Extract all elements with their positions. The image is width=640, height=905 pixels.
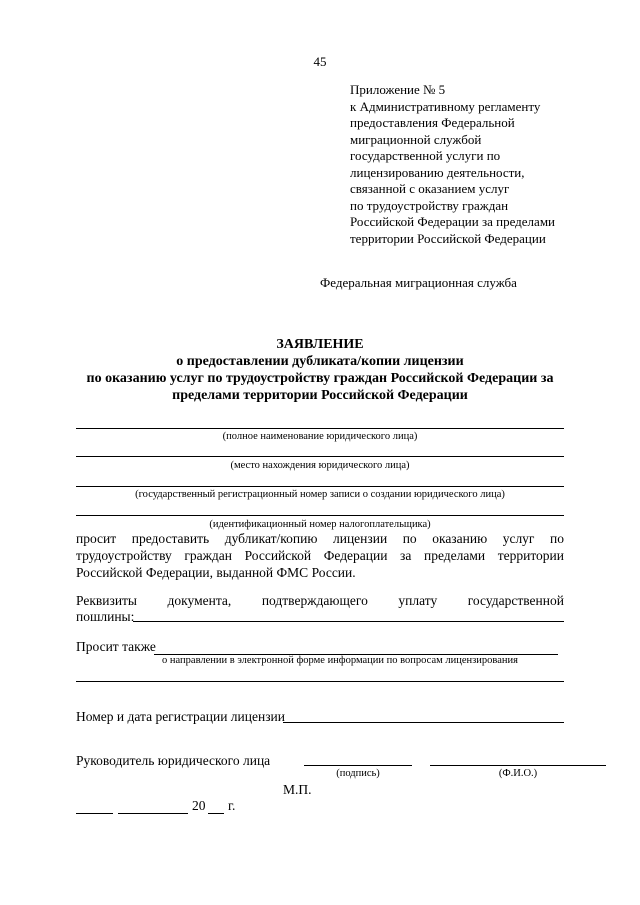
appendix-line: лицензированию деятельности, <box>350 164 525 180</box>
document-title <box>0 336 640 404</box>
payment-details-line[interactable] <box>133 621 564 622</box>
appendix-line: Приложение № 5 <box>350 82 446 97</box>
fio-caption: (Ф.И.О.) <box>498 768 538 779</box>
date-month-line[interactable] <box>118 813 188 814</box>
payment-line-2: пошлины: <box>76 609 135 624</box>
also-label: Просит также <box>76 639 156 654</box>
appendix-line: государственной услуги по <box>350 148 501 163</box>
date-year-line[interactable] <box>208 813 224 814</box>
legal-name-caption: (полное наименование юридического лица) <box>222 431 418 442</box>
date-year-prefix: 20 <box>192 798 206 813</box>
appendix-line: территории Российской Федерации <box>350 230 546 246</box>
appendix-line: предоставления Федеральной <box>350 115 515 130</box>
legal-name-line[interactable] <box>76 428 564 429</box>
payment-word: документа, <box>167 593 232 608</box>
appendix-line: Российской Федерации за пределами <box>350 214 555 229</box>
date-day-line[interactable] <box>76 813 113 814</box>
payment-word: государственной <box>467 593 564 608</box>
license-reg-line[interactable] <box>283 722 564 723</box>
also-line-2[interactable] <box>76 681 564 682</box>
reg-number-line[interactable] <box>76 486 564 487</box>
page-number: 45 <box>313 54 327 69</box>
appendix-line: по трудоустройству граждан <box>350 197 509 213</box>
title-line: о предоставлении дубликата/копии лицензии <box>176 354 464 369</box>
also-caption: о направлении в электронной форме информации по вопросам лицензирования <box>162 655 518 666</box>
payment-line <box>76 593 564 609</box>
location-line[interactable] <box>76 456 564 457</box>
request-paragraph: просит предоставить дубликат/копию лицензии по оказанию услуг по трудоустройству граждан Российской Федерации за пределами территории Российской Федерации, выданной ФМС России. <box>76 531 564 580</box>
payment-word: подтверждающего <box>261 593 368 608</box>
appendix-header <box>350 82 610 247</box>
location-caption: (место нахождения юридического лица) <box>230 460 410 471</box>
inn-caption: (идентификационный номер налогоплательщика) <box>209 519 431 530</box>
payment-word: уплату <box>398 593 438 608</box>
title-heading: ЗАЯВЛЕНИЕ <box>276 337 364 352</box>
signature-line[interactable] <box>304 765 412 766</box>
reg-number-caption: (государственный регистрационный номер записи о создании юридического лица) <box>135 489 505 500</box>
appendix-line: миграционной службой <box>350 131 482 147</box>
date-year-suffix: г. <box>228 798 236 813</box>
payment-word: Реквизиты <box>76 593 138 608</box>
title-line: по оказанию услуг по трудоустройству граждан Российской Федерации за <box>86 371 554 386</box>
signature-caption: (подпись) <box>336 768 380 779</box>
agency-name: Федеральная миграционная служба <box>320 275 517 290</box>
stamp-label: М.П. <box>283 782 312 797</box>
appendix-line: к Административному регламенту <box>350 98 541 114</box>
appendix-line: связанной с оказанием услуг <box>350 181 510 196</box>
license-reg-label: Номер и дата регистрации лицензии <box>76 709 285 724</box>
fio-line[interactable] <box>430 765 606 766</box>
title-line: пределами территории Российской Федерации <box>172 388 468 403</box>
head-label: Руководитель юридического лица <box>76 753 271 768</box>
inn-line[interactable] <box>76 515 564 516</box>
